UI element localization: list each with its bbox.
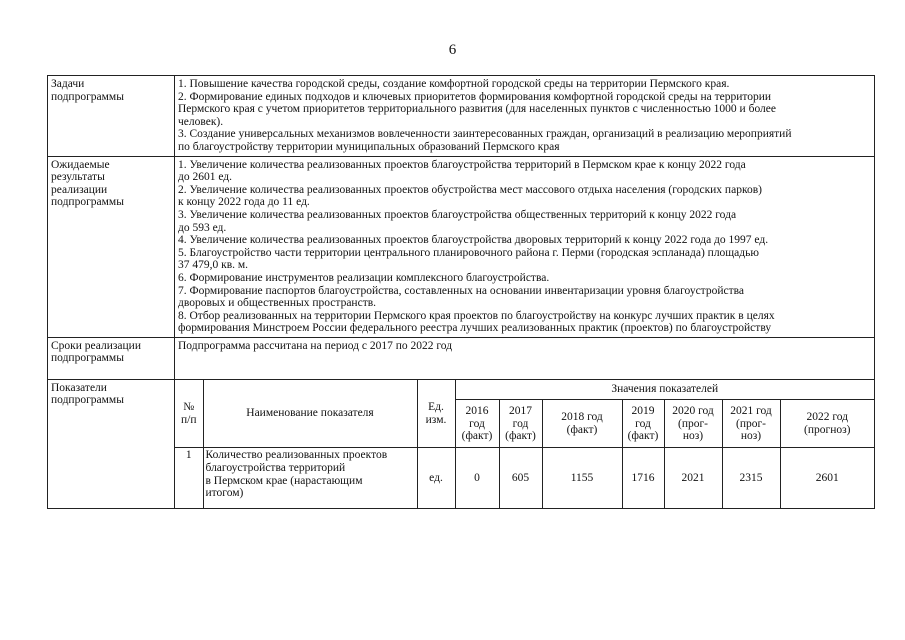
label-line: Показатели — [51, 381, 107, 394]
content-line: до 593 ед. — [178, 221, 227, 234]
label-line: реализации — [51, 183, 108, 196]
section-label — [48, 156, 175, 337]
content-line: 7. Формирование паспортов благоустройства, составленных на основании инвентаризации уровня благоустройства — [178, 284, 745, 297]
section-content — [175, 76, 875, 157]
row-value: 1716 — [622, 448, 664, 508]
row-value: 2021 — [664, 448, 722, 508]
content-line: Пермского края с учетом приоритетов территориального развития (для населенных пунктов с численностью 1000 и более — [178, 103, 776, 116]
col-header-unit: Ед. изм. — [417, 380, 455, 448]
section-expected-results — [48, 156, 875, 337]
year-header: 2021 год (прог- ноз) — [722, 400, 780, 448]
row-value: 0 — [455, 448, 499, 508]
year-header: 2018 год (факт) — [542, 400, 622, 448]
values-header: Значения показателей — [455, 380, 874, 400]
year-header: 2019 год (факт) — [622, 400, 664, 448]
row-value: 605 — [499, 448, 542, 508]
section-label — [48, 337, 175, 379]
col-header-num: № п/п — [175, 380, 203, 448]
content-line: 1. Увеличение количества реализованных проектов благоустройства территорий в Пермском крае к концу 2022 года — [178, 158, 746, 171]
row-num: 1 — [175, 448, 203, 508]
label-line: Задачи — [51, 78, 85, 90]
label-line: Сроки реализации — [51, 339, 141, 352]
content-line: 4. Увеличение количества реализованных проектов благоустройства дворовых территорий к концу 2022 года до 1997 ед. — [178, 234, 769, 247]
section-indicators — [48, 379, 875, 508]
content-line: 3. Увеличение количества реализованных проектов благоустройства общественных территорий к концу 2022 года — [178, 208, 737, 221]
content-line: 5. Благоустройство части территории центрального планировочного района г. Перми (городская эспланада) площадью — [178, 246, 759, 259]
content-line: 1. Повышение качества городской среды, создание комфортной городской среды на территории Пермского края. — [178, 78, 730, 90]
section-content — [175, 156, 875, 337]
content-line: человек). — [178, 115, 224, 128]
row-value: 2315 — [722, 448, 780, 508]
content-line: формирования Минстроем России федерального реестра лучших реализованных практик (проектов) по благоустройству — [178, 322, 772, 335]
content-line: к концу 2022 года до 11 ед. — [178, 196, 310, 209]
section-label — [48, 379, 175, 508]
content-line: дворовых и общественных пространств. — [178, 297, 377, 310]
indicators-cell — [175, 379, 875, 508]
indicators-header-row — [175, 380, 874, 400]
label-line: подпрограммы — [51, 196, 124, 209]
passport-table — [47, 75, 875, 509]
col-header-name: Наименование показателя — [203, 380, 417, 448]
content-line: 2. Формирование единых подходов и ключевых приоритетов формирования комфортной городской среды на территории — [178, 90, 772, 103]
table-row — [175, 448, 874, 508]
page-number: 6 — [448, 42, 457, 58]
content-line: 2. Увеличение количества реализованных проектов обустройства мест массового отдыха населения (городских парков) — [178, 183, 762, 196]
row-value: 1155 — [542, 448, 622, 508]
section-content — [175, 337, 875, 379]
year-header: 2017 год (факт) — [499, 400, 542, 448]
label-line: Ожидаемые — [51, 158, 110, 171]
section-timeline — [48, 337, 875, 379]
indicators-table — [175, 380, 874, 508]
label-line: подпрограммы — [51, 394, 124, 407]
label-line: подпрограммы — [51, 352, 124, 365]
year-header: 2020 год (прог- ноз) — [664, 400, 722, 448]
content-line: 3. Создание универсальных механизмов вовлеченности заинтересованных граждан, организаций в реализацию мероприятий — [178, 128, 792, 141]
label-line: подпрограммы — [51, 90, 124, 103]
row-unit: ед. — [417, 448, 455, 508]
content-line: до 2601 ед. — [178, 171, 233, 184]
content-line: Подпрограмма рассчитана на период с 2017 по 2022 год — [178, 339, 453, 352]
content-line: 37 479,0 кв. м. — [178, 259, 249, 272]
section-label — [48, 76, 175, 157]
section-tasks — [48, 76, 875, 157]
content-line: 6. Формирование инструментов реализации комплексного благоустройства. — [178, 271, 550, 284]
content-line: по благоустройству территории муниципальных образований Пермского края — [178, 140, 560, 153]
label-line: результаты — [51, 171, 105, 184]
row-value: 2601 — [780, 448, 874, 508]
row-indicator-name: Количество реализованных проектов благоустройства территорий в Пермском крае (нарастающим итогом) — [203, 448, 417, 508]
content-line: 8. Отбор реализованных на территории Пермского края проектов по благоустройству на конкурс лучших практик в целях — [178, 309, 775, 322]
year-header: 2016 год (факт) — [455, 400, 499, 448]
year-header: 2022 год (прогноз) — [780, 400, 874, 448]
